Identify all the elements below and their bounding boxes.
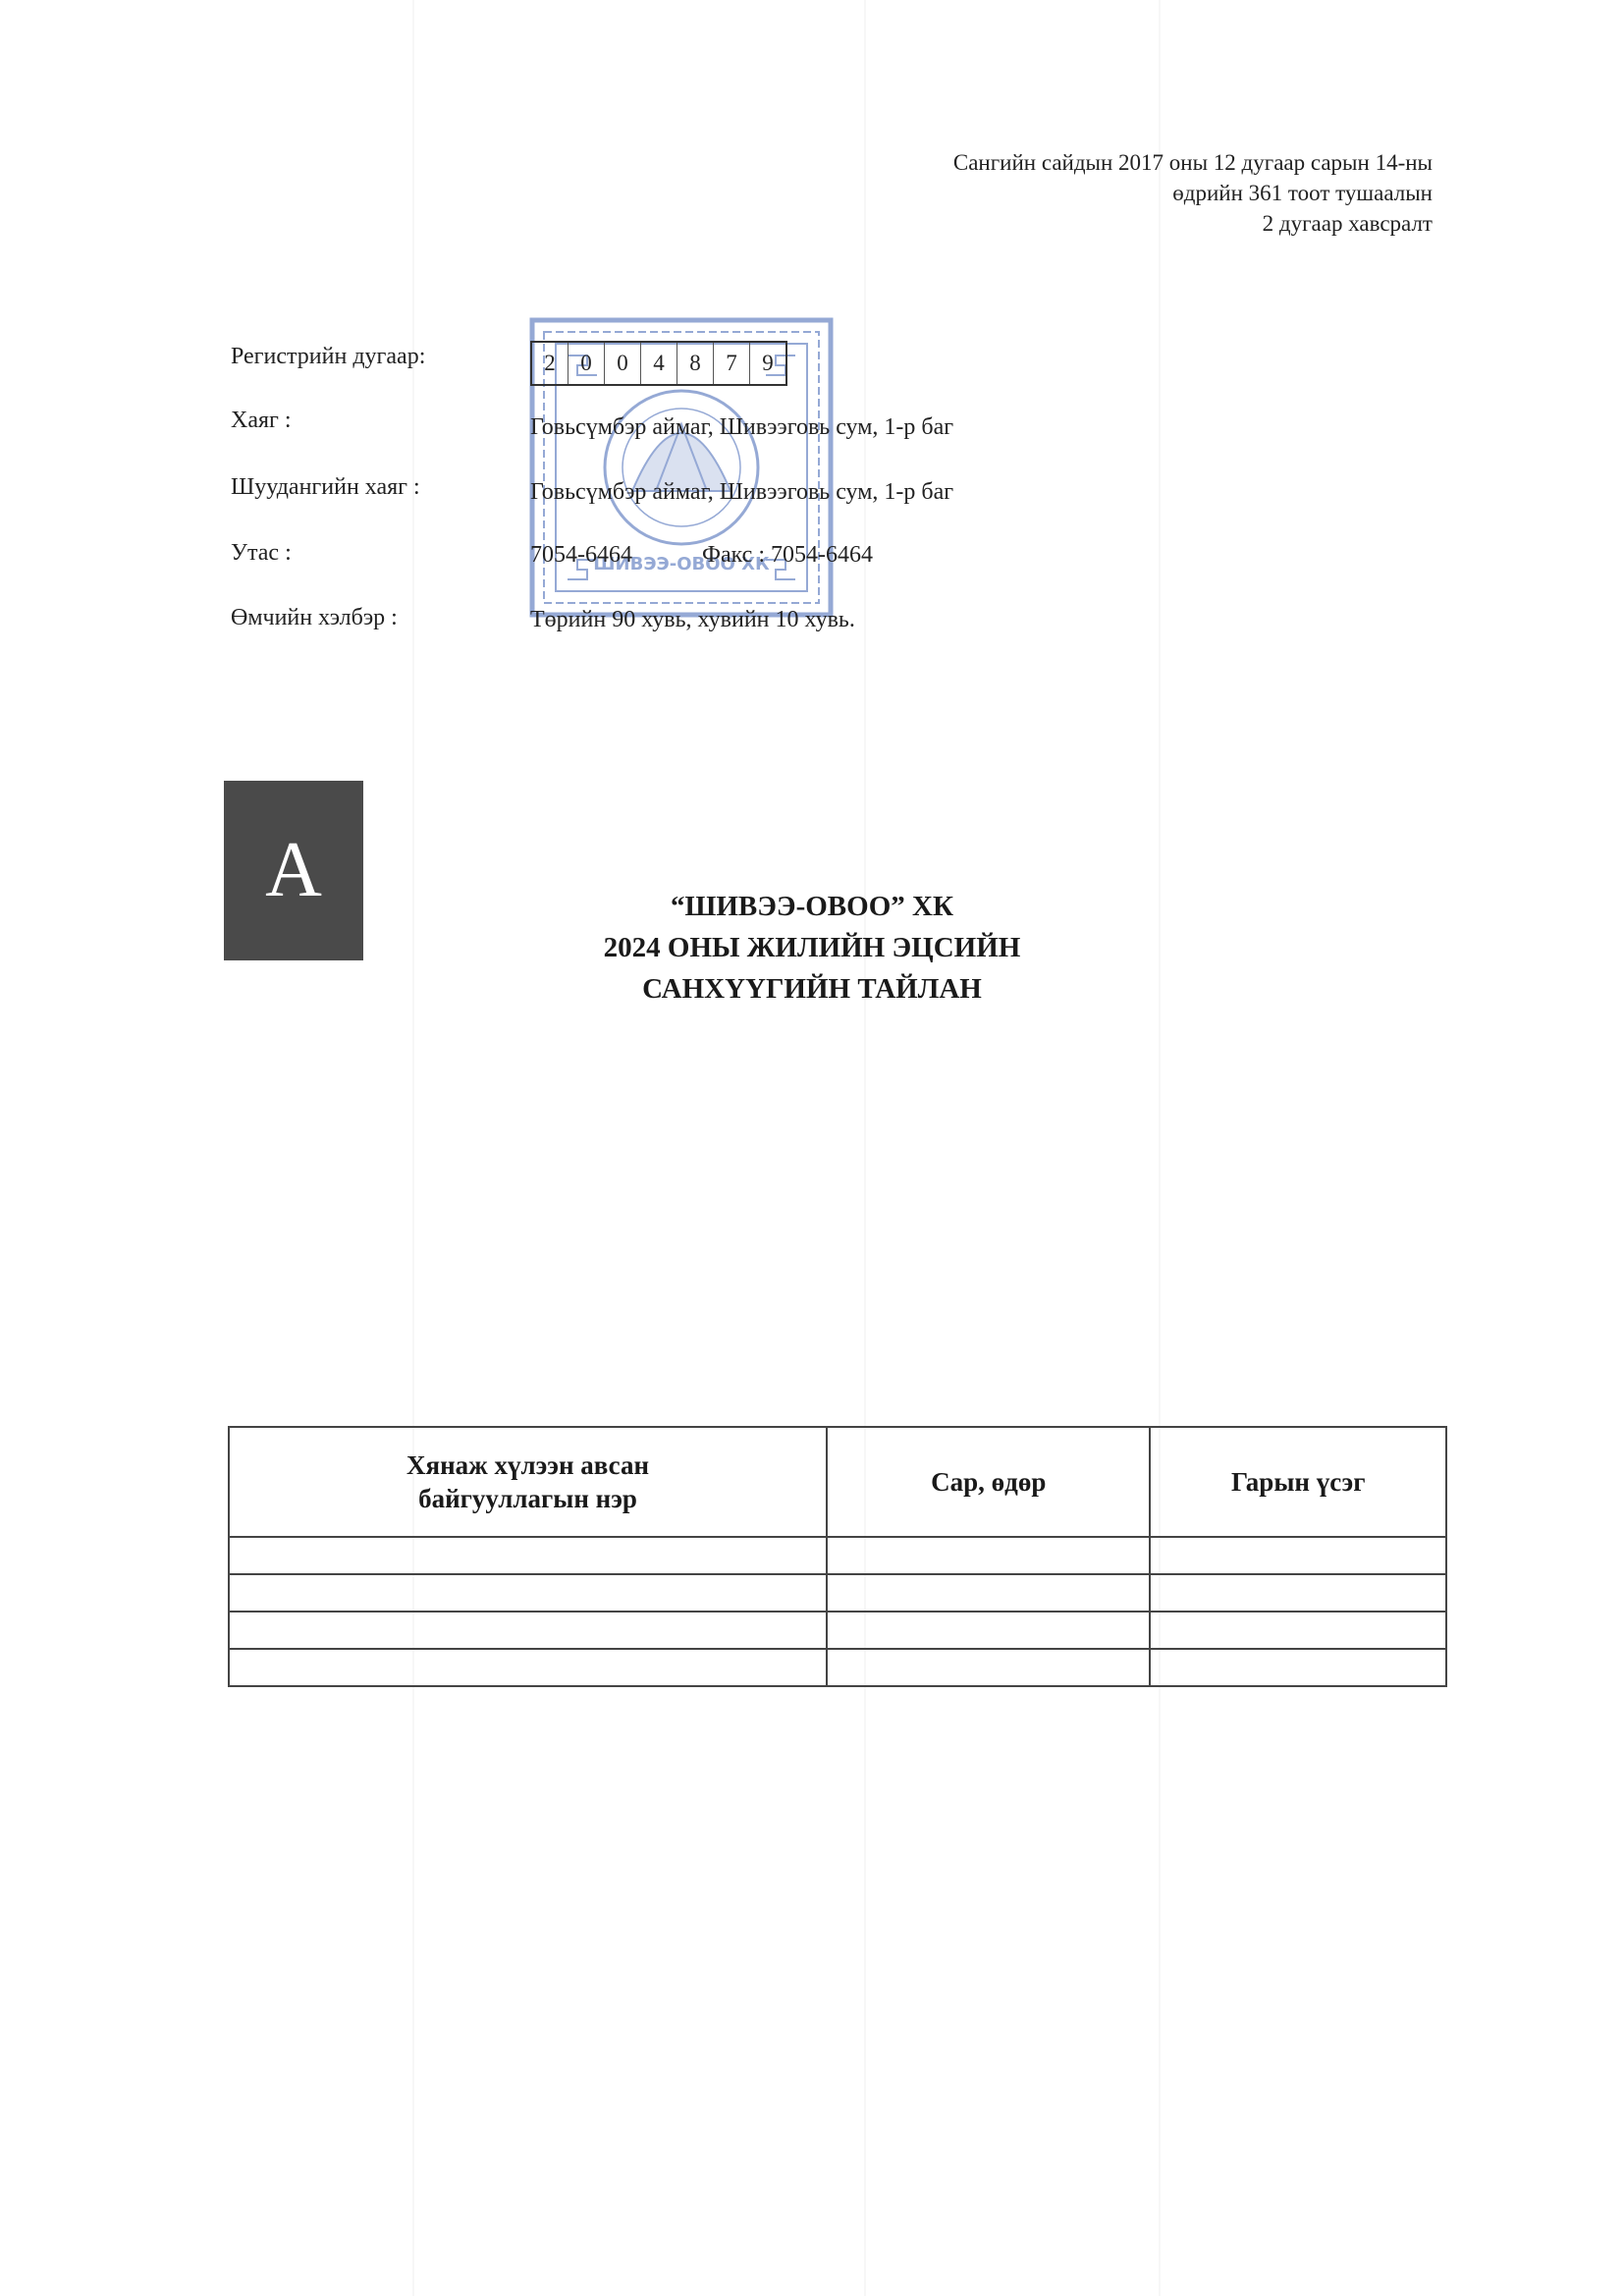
phone-value: 7054-6464 (530, 542, 632, 568)
table-row (229, 1649, 1446, 1686)
registration-digit: 0 (568, 343, 605, 384)
registration-digit: 2 (532, 343, 568, 384)
header-line: Хянаж хүлээн авсан (406, 1450, 650, 1480)
address-label: Хаяг : (231, 408, 292, 433)
appendix-note-line: 2 дугаар хавсралт (1262, 211, 1433, 236)
table-cell (229, 1537, 827, 1574)
table-row (229, 1537, 1446, 1574)
registration-number-boxes (530, 341, 787, 386)
table-cell (827, 1649, 1150, 1686)
ownership-label: Өмчийн хэлбэр : (231, 605, 398, 630)
registration-digit: 0 (605, 343, 641, 384)
appendix-note (953, 147, 1433, 239)
stamp-text: ШИВЭЭ-ОВОО ХК (593, 554, 770, 574)
table-row (229, 1612, 1446, 1649)
review-table-header-organization (229, 1427, 827, 1537)
appendix-note-line: Сангийн сайдын 2017 оны 12 дугаар сарын 14-ны (952, 150, 1433, 175)
registration-label: Регистрийн дугаар: (231, 344, 426, 369)
registration-digit: 4 (641, 343, 677, 384)
registration-digit: 7 (714, 343, 750, 384)
ownership-value: Төрийн 90 хувь, хувийн 10 хувь. (530, 607, 855, 632)
table-row (229, 1574, 1446, 1612)
table-cell (827, 1537, 1150, 1574)
section-letter-block: А (224, 781, 363, 960)
mail-address-label: Шуудангийн хаяг : (231, 474, 420, 500)
registration-digit: 9 (762, 351, 774, 375)
review-table-header-date: Сар, өдөр (827, 1427, 1150, 1537)
table-cell (229, 1649, 827, 1686)
table-cell (827, 1612, 1150, 1649)
table-cell (1150, 1649, 1446, 1686)
table-cell (229, 1574, 827, 1612)
table-cell (1150, 1612, 1446, 1649)
report-title-line: САНХҮҮГИЙН ТАЙЛАН (642, 973, 982, 1005)
table-cell (229, 1612, 827, 1649)
address-value: Говьсүмбэр аймаг, Шивээговь сум, 1-р баг (530, 414, 954, 440)
fax-text: Факс : 7054-6464 (702, 542, 873, 568)
report-title-line: 2024 ОНЫ ЖИЛИЙН ЭЦСИЙН (603, 932, 1021, 963)
report-title (0, 886, 1624, 1010)
scan-artifact-line (1159, 0, 1161, 2296)
phone-label: Утас : (231, 540, 292, 566)
appendix-note-line: өдрийн 361 тоот тушаалын (1172, 181, 1433, 205)
header-line: байгууллагын нэр (418, 1484, 637, 1513)
scan-artifact-line (864, 0, 866, 2296)
review-table-header-signature: Гарын үсэг (1150, 1427, 1446, 1537)
table-cell (1150, 1574, 1446, 1612)
review-table-header-row (229, 1427, 1446, 1537)
report-title-line: “ШИВЭЭ-ОВОО” ХК (671, 891, 953, 922)
mail-address-value: Говьсүмбэр аймаг, Шивээговь сум, 1-р баг (530, 479, 954, 505)
table-cell (1150, 1537, 1446, 1574)
review-table (228, 1426, 1447, 1687)
table-cell (827, 1574, 1150, 1612)
registration-digit: 8 (677, 343, 714, 384)
